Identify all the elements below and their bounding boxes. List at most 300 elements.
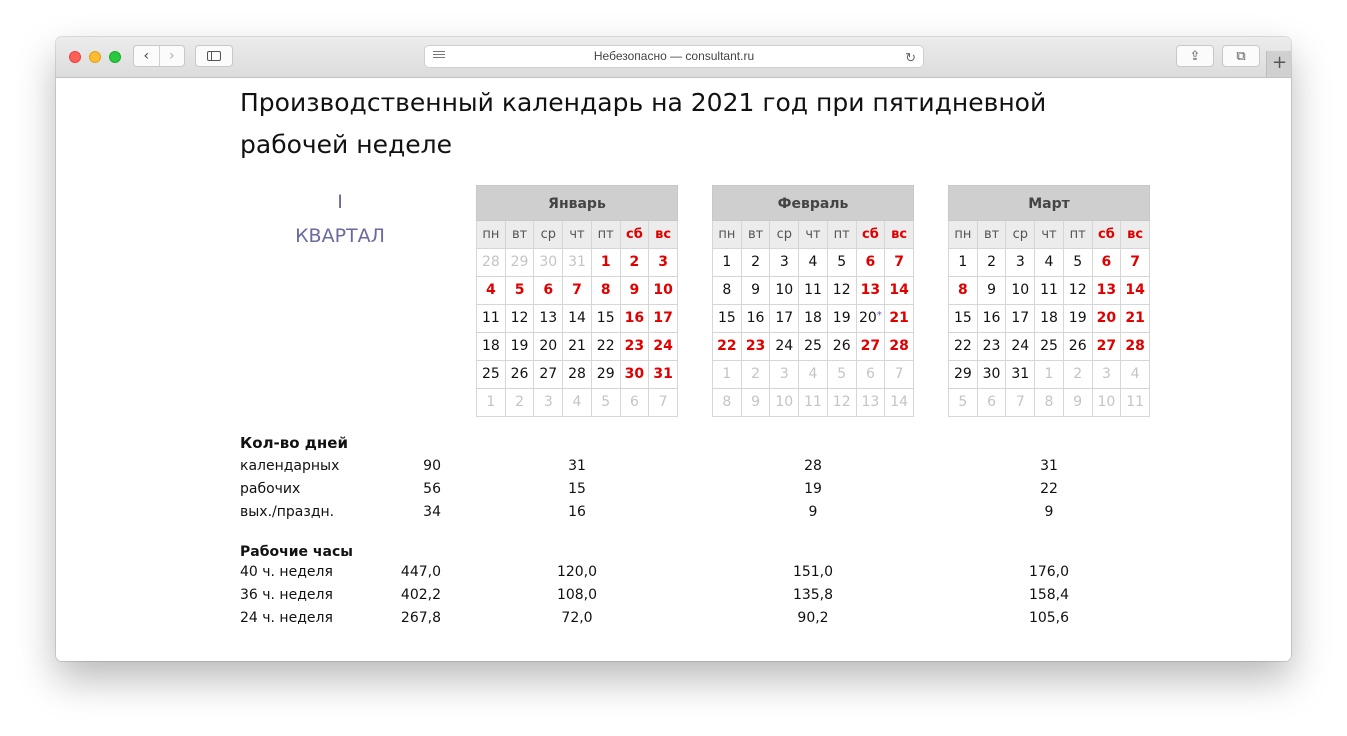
january-h40: 120,0 [556,564,598,580]
holiday-day [885,249,914,277]
day-number: 25 [481,366,500,382]
share-button[interactable] [1176,45,1214,67]
day-number: 6 [865,366,875,382]
day-number: 29 [510,254,529,270]
holiday-day [1121,249,1150,277]
holiday-day [1121,305,1150,333]
day-number: 19 [1068,310,1087,326]
working-day [563,333,592,361]
day-number: 7 [894,254,904,270]
day-number: 8 [1044,394,1054,410]
adjacent-month-day [1064,389,1093,417]
day-number: 8 [957,282,968,298]
working-day [477,333,506,361]
adjacent-month-day [1006,389,1035,417]
day-number: 7 [658,394,668,410]
day-number: 16 [982,310,1001,326]
day-number: 29 [953,366,972,382]
february-h40: 151,0 [792,564,834,580]
page-content [56,78,1291,661]
quarter-word: КВАРТАЛ [295,225,385,247]
march-h36: 158,4 [1028,587,1070,603]
working-day [742,305,771,333]
adjacent-month-day [885,389,914,417]
holiday-day [649,305,678,333]
day-number: 2 [987,254,997,270]
holiday-day [534,277,563,305]
day-number: 11 [1040,282,1058,298]
holiday-day [477,277,506,305]
day-number: 15 [953,310,972,326]
working-day [592,333,621,361]
weekday-header: пн [477,221,506,249]
day-number: 14 [889,282,909,298]
february-calendar-days: 28 [804,458,822,474]
day-number: 30 [624,366,645,382]
forward-icon[interactable]: › [159,46,185,66]
working-day [978,361,1007,389]
day-number: 10 [653,282,673,298]
day-number: 21 [889,310,909,326]
day-number: 28 [1125,338,1145,354]
quarter-calendar-days: 90 [423,458,441,474]
quarter-label [270,185,410,253]
day-number: 6 [865,254,876,270]
working-day [1035,277,1064,305]
working-day [534,305,563,333]
day-number: 1 [600,254,611,270]
day-number: 5 [837,254,847,270]
day-number: 24 [1011,338,1030,354]
day-number: 19 [510,338,529,354]
weekday-header: сб [857,221,886,249]
month-name: Март [948,185,1150,221]
adjacent-month-day [563,249,592,277]
day-number: 2 [629,254,640,270]
holiday-day [649,277,678,305]
day-number: 9 [751,394,761,410]
working-day [713,305,742,333]
march-h24: 105,6 [1028,610,1070,626]
working-day [857,305,886,333]
calendar-days-label: календарных [240,458,340,474]
day-number: 25 [1040,338,1058,354]
days-heading: Кол-во дней [240,434,348,452]
day-number: 13 [1096,282,1117,298]
working-day [1006,361,1035,389]
adjacent-month-day [477,389,506,417]
day-number: 7 [894,366,904,382]
adjacent-month-day [949,389,978,417]
working-day [949,333,978,361]
day-number: 6 [629,394,639,410]
day-number: 31 [653,366,673,382]
day-number: 11 [804,282,822,298]
working-day [742,277,771,305]
day-number: 17 [775,310,794,326]
weekday-header: ср [770,221,799,249]
weekday-header: вт [506,221,535,249]
day-number: 3 [658,254,668,270]
weekday-header: чт [799,221,828,249]
month-grid [712,221,914,417]
weekday-header: вс [885,221,914,249]
holiday-day [885,333,914,361]
day-number: 11 [1126,394,1145,410]
day-number: 5 [1073,254,1083,270]
adjacent-month-day [770,361,799,389]
day-number: 10 [1011,282,1030,298]
working-day [506,305,535,333]
adjacent-month-day [857,389,886,417]
working-day [592,361,621,389]
working-day [563,305,592,333]
adjacent-month-day [742,361,771,389]
day-number: 9 [987,282,997,298]
month-calendar-january [476,185,678,417]
day-number: 12 [832,394,851,410]
working-day [828,333,857,361]
adjacent-month-day [1093,389,1122,417]
working-day [1064,333,1093,361]
day-number: 1 [486,394,496,410]
reload-icon[interactable]: ↻ [905,50,916,65]
day-number: 14 [1125,282,1145,298]
adjacent-month-day [1121,361,1150,389]
working-day [1064,249,1093,277]
sidebar-toggle-button[interactable] [195,45,233,67]
february-h24: 90,2 [797,610,829,626]
working-day [1064,277,1093,305]
day-number: 3 [779,366,789,382]
weekday-header: пт [1064,221,1093,249]
working-day [713,249,742,277]
adjacent-month-day [885,361,914,389]
february-h36: 135,8 [792,587,834,603]
day-number: 18 [481,338,500,354]
h36-label: 36 ч. неделя [240,587,333,603]
address-bar[interactable] [424,45,924,68]
working-day [799,333,828,361]
day-number: 26 [1068,338,1087,354]
working-day [828,249,857,277]
day-number: 11 [481,310,500,326]
holiday-day [592,277,621,305]
day-number: 26 [510,366,529,382]
holiday-day [506,277,535,305]
february-working-days: 19 [804,481,822,497]
day-number: 3 [543,394,553,410]
quarter-h36: 402,2 [400,587,441,603]
holiday-day [949,277,978,305]
working-day [949,249,978,277]
month-name: Январь [476,185,678,221]
day-number: 29 [596,366,615,382]
adjacent-month-day [592,389,621,417]
day-number: 9 [1073,394,1083,410]
working-day [563,361,592,389]
day-number: 4 [808,254,818,270]
holiday-day [1093,249,1122,277]
day-number: 10 [775,282,794,298]
page-title [240,82,1100,166]
adjacent-month-day [978,389,1007,417]
day-number: 16 [624,310,645,326]
day-number: 7 [1015,394,1025,410]
working-day [770,305,799,333]
march-calendar-days: 31 [1040,458,1058,474]
sidebar-icon [207,51,221,61]
working-day [506,333,535,361]
day-number: 13 [860,282,881,298]
holiday-day [857,277,886,305]
weekday-header: сб [1093,221,1122,249]
day-number: 8 [722,282,732,298]
address-text: Небезопасно — consultant.ru [593,49,755,63]
weekday-header: пт [828,221,857,249]
day-number: 15 [596,310,615,326]
month-grid [476,221,678,417]
day-number: 19 [832,310,851,326]
month-grid [948,221,1150,417]
day-number: 5 [837,366,847,382]
day-number: 9 [751,282,761,298]
day-number: 2 [515,394,525,410]
weekday-header: пн [949,221,978,249]
holiday-day [742,333,771,361]
holiday-day [649,361,678,389]
holiday-day [621,249,650,277]
day-number: 11 [804,394,822,410]
weekday-header: вс [649,221,678,249]
day-number: 25 [804,338,822,354]
holiday-day [885,305,914,333]
quarter-working-days: 56 [423,481,441,497]
day-number: 20 [1096,310,1117,326]
day-number: 3 [779,254,789,270]
working-day [1035,333,1064,361]
tabs-icon: ⧉ [1236,48,1246,64]
february-weekend-days: 9 [808,504,818,520]
day-number: 17 [653,310,673,326]
weekday-header: ср [1006,221,1035,249]
working-day [770,277,799,305]
working-day [713,277,742,305]
day-number: 3 [1101,366,1111,382]
adjacent-month-day [828,361,857,389]
day-number: 28 [568,366,586,382]
weekday-header: чт [1035,221,1064,249]
working-day [1035,249,1064,277]
working-day [978,305,1007,333]
day-number: 2 [751,254,761,270]
day-number: 12 [510,310,529,326]
holiday-day [857,333,886,361]
day-number: 27 [860,338,881,354]
day-number: 2 [1073,366,1083,382]
holiday-day [857,249,886,277]
holiday-day [621,333,650,361]
march-h40: 176,0 [1028,564,1070,580]
adjacent-month-day [563,389,592,417]
day-number: 7 [1130,254,1140,270]
tabs-overview-button[interactable] [1222,45,1260,67]
adjacent-month-day [742,389,771,417]
day-number: 31 [1011,366,1030,382]
working-day [1006,305,1035,333]
day-number: 1 [1044,366,1054,382]
day-number: 27 [1096,338,1117,354]
back-icon[interactable]: ‹ [143,48,150,64]
adjacent-month-day [799,389,828,417]
weekday-header: сб [621,221,650,249]
day-number: 4 [485,282,496,298]
h24-label: 24 ч. неделя [240,610,333,626]
adjacent-month-day [649,389,678,417]
march-weekend-days: 9 [1044,504,1054,520]
holiday-day [1121,333,1150,361]
month-calendar-march [948,185,1150,417]
day-number: 6 [1101,254,1112,270]
close-window-button[interactable] [69,51,81,63]
working-day [534,361,563,389]
day-number: 6 [987,394,997,410]
working-day [1064,305,1093,333]
adjacent-month-day [713,389,742,417]
adjacent-month-day [770,389,799,417]
share-icon: ⇪ [1189,48,1201,64]
working-day [770,333,799,361]
adjacent-month-day [1121,389,1150,417]
weekday-header: вс [1121,221,1150,249]
january-working-days: 15 [568,481,586,497]
day-number: 1 [722,254,732,270]
january-weekend-days: 16 [568,504,586,520]
working-day [799,277,828,305]
january-h36: 108,0 [556,587,598,603]
weekday-header: чт [563,221,592,249]
working-day [1006,277,1035,305]
day-number: 13 [539,310,558,326]
day-number: 30 [539,254,558,270]
weekend-days-label: вых./праздн. [240,504,335,520]
working-day [949,305,978,333]
working-day [506,361,535,389]
day-number: 28 [481,254,500,270]
day-number: 15 [717,310,736,326]
weekday-header: вт [978,221,1007,249]
day-number: 9 [629,282,640,298]
working-day [1006,249,1035,277]
zoom-window-button[interactable] [109,51,121,63]
quarter-weekend-days: 34 [423,504,441,520]
working-day [799,305,828,333]
day-number: 12 [1068,282,1087,298]
adjacent-month-day [1064,361,1093,389]
browser-window [56,37,1291,661]
adjacent-month-day [1035,389,1064,417]
holiday-day [649,249,678,277]
working-days-label: рабочих [240,481,301,497]
working-day [534,333,563,361]
month-name: Февраль [712,185,914,221]
day-number: 17 [1011,310,1030,326]
adjacent-month-day [799,361,828,389]
adjacent-month-day [506,389,535,417]
day-number: 7 [572,282,582,298]
pre-holiday-mark: * [876,310,882,321]
day-number: 5 [514,282,525,298]
day-number: 4 [572,394,582,410]
weekday-header: пт [592,221,621,249]
reader-icon[interactable] [433,51,445,62]
adjacent-month-day [713,361,742,389]
day-number: 24 [653,338,673,354]
day-number: 23 [745,338,766,354]
day-number: 13 [861,394,880,410]
working-day [949,361,978,389]
working-day [770,249,799,277]
holiday-day [885,277,914,305]
day-number: 23 [624,338,645,354]
browser-toolbar [56,37,1291,78]
day-number: 8 [600,282,611,298]
day-number: 22 [596,338,615,354]
working-day [742,249,771,277]
adjacent-month-day [534,249,563,277]
adjacent-month-day [828,389,857,417]
day-number: 23 [982,338,1001,354]
day-number: 27 [539,366,558,382]
day-number: 4 [1044,254,1054,270]
day-number: 31 [568,254,586,270]
day-number: 14 [890,394,909,410]
january-h24: 72,0 [561,610,593,626]
holiday-day [592,249,621,277]
day-number: 2 [751,366,761,382]
working-day [978,333,1007,361]
day-number: 26 [832,338,851,354]
january-calendar-days: 31 [568,458,586,474]
day-number: 6 [543,282,554,298]
quarter-h24: 267,8 [400,610,441,626]
day-number: 4 [808,366,818,382]
month-calendar-february [712,185,914,417]
weekday-header: пн [713,221,742,249]
adjacent-month-day [621,389,650,417]
working-day [978,277,1007,305]
hours-heading: Рабочие часы [240,544,353,560]
march-working-days: 22 [1040,481,1058,497]
day-number: 18 [1040,310,1058,326]
day-number: 30 [982,366,1001,382]
adjacent-month-day [477,249,506,277]
day-number: 12 [832,282,851,298]
day-number: 22 [717,338,737,354]
nav-buttons [133,45,185,67]
adjacent-month-day [534,389,563,417]
holiday-day [1093,305,1122,333]
day-number: 21 [1125,310,1145,326]
day-number: 28 [889,338,909,354]
minimize-window-button[interactable] [89,51,101,63]
day-number: 5 [958,394,968,410]
working-day [799,249,828,277]
working-day [828,305,857,333]
working-day [592,305,621,333]
working-day [978,249,1007,277]
new-tab-button[interactable]: + [1266,51,1291,77]
